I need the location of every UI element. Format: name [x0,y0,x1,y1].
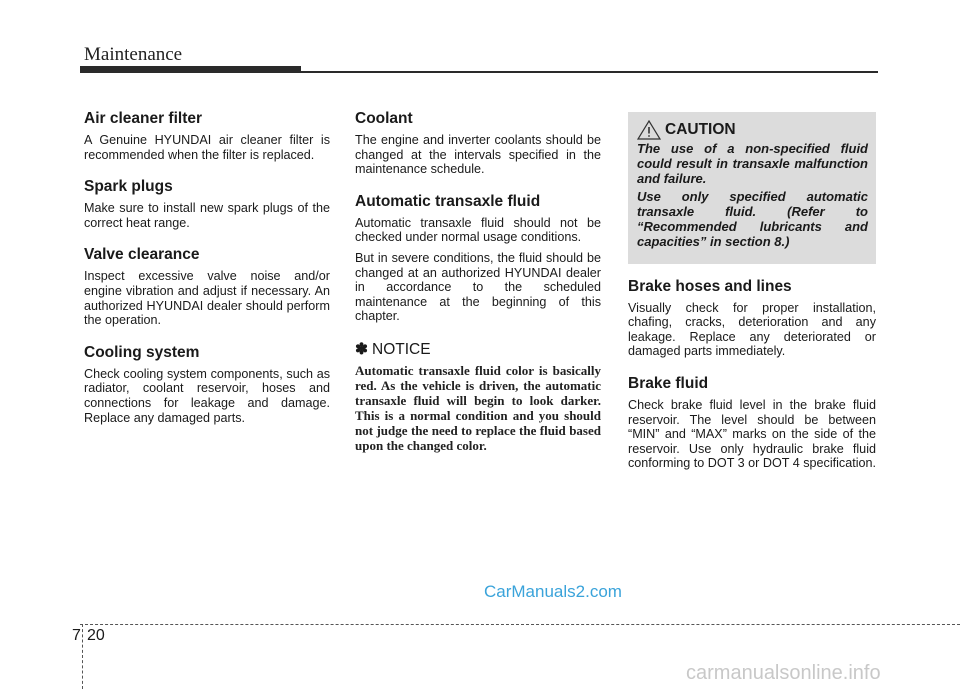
column-left [84,110,330,441]
caution-title: CAUTION [665,121,736,138]
section-text-valve-clearance: Inspect excessive valve noise and/or engine vibration and adjust if necessary. An authorized HYUNDAI dealer should perform the operation. [84,269,330,328]
caution-header [637,120,868,140]
section-heading-cooling-system: Cooling system [84,343,200,361]
section-text-brake-hoses: Visually check for proper installation, chafing, cracks, deterioration and any leakage. Replace any deteriorated or damaged parts immediately. [628,300,876,359]
section-heading-coolant: Coolant [355,110,413,127]
caution-text-2: Use only specified automatic transaxle fluid. (Refer to “Recommended lubricants and capacities” in section 8.) [637,189,868,249]
section-text-air-cleaner: A Genuine HYUNDAI air cleaner filter is recommended when the filter is replaced. [84,133,330,162]
section-text-atf-1: Automatic transaxle fluid should not be checked under normal usage conditions. [355,215,601,245]
page-section-number: 7 [72,627,81,644]
section-text-brake-fluid: Check brake fluid level in the brake fluid reservoir. The level should be between “MIN” and “MAX” marks on the side of the reservoir. Use only hydraulic brake fluid conforming to DOT 3 or DOT 4 specification. [628,397,877,471]
header-rule-thin [80,71,878,73]
page-number: 20 [87,627,105,644]
section-text-cooling-system: Check cooling system components, such as radiator, coolant reservoir, hoses and connections for leakage and damage. Replace any damaged parts. [84,366,330,425]
section-heading-air-cleaner: Air cleaner filter [84,110,203,127]
notice-title: NOTICE [372,340,431,358]
footer-divider [82,624,83,689]
column-middle [355,110,601,453]
section-text-atf-2: But in severe conditions, the fluid should be changed at an authorized HYUNDAI dealer in accordance to the scheduled maintenance at the beginning of this chapter. [355,250,601,324]
footer-site-watermark: carmanualsonline.info [686,662,881,684]
warning-triangle-icon [637,120,661,140]
section-heading-spark-plugs: Spark plugs [84,178,173,196]
page-header-title: Maintenance [84,44,183,65]
section-heading-brake-hoses: Brake hoses and lines [628,277,792,295]
notice-star-icon: ✽ [355,340,368,358]
notice-text: Automatic transaxle fluid color is basically red. As the vehicle is driven, the automatic transaxle fluid will begin to look darker. This is a normal condition and you should not judge the need to replace the fluid based upon the changed color. [355,362,601,453]
section-heading-valve-clearance: Valve clearance [84,246,200,264]
section-heading-atf: Automatic transaxle fluid [355,192,541,210]
column-right [628,110,876,487]
caution-text-1: The use of a non-specified fluid could result in transaxle malfunction and failure. [637,141,868,186]
section-text-spark-plugs: Make sure to install new spark plugs of the correct heat range. [84,201,330,230]
watermark-link[interactable]: CarManuals2.com [484,582,622,601]
section-text-coolant: The engine and inverter coolants should be changed at the intervals specified in the maintenance schedule. [355,133,601,177]
caution-box [628,112,876,264]
footer-rule [80,624,960,625]
notice-heading [355,340,601,359]
section-heading-brake-fluid: Brake fluid [628,374,709,392]
